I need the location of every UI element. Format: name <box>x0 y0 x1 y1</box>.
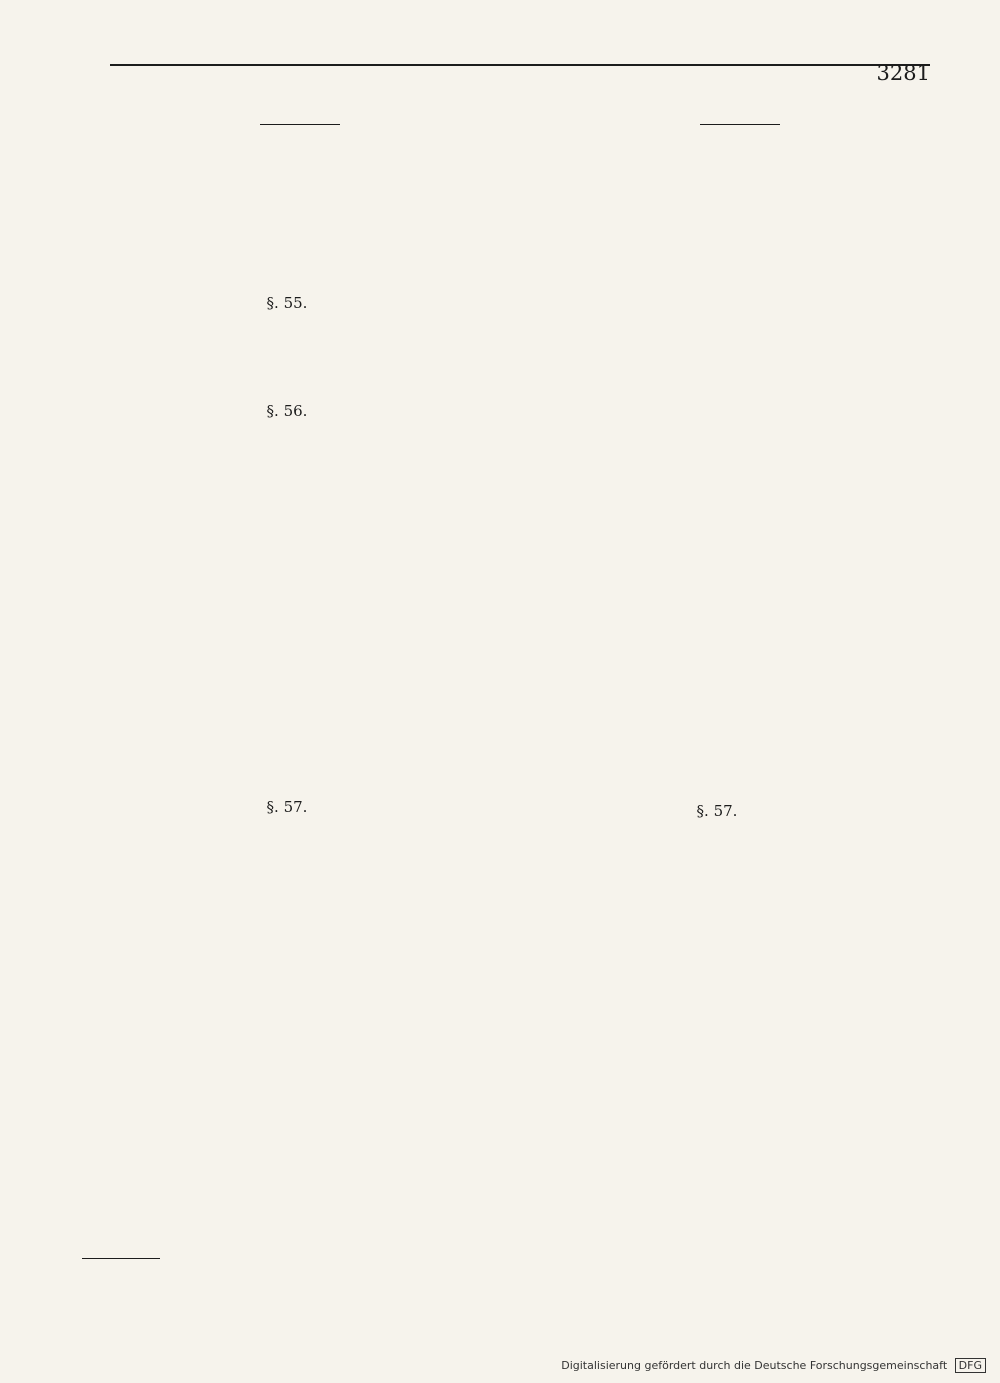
paragraph <box>512 822 922 948</box>
paragraph <box>82 158 492 230</box>
right-column <box>512 772 922 1252</box>
dfg-logo: DFG <box>955 1358 986 1373</box>
paragraph <box>82 534 492 606</box>
subheading <box>512 782 922 796</box>
subheading <box>82 778 492 792</box>
right-column-heading <box>620 118 860 125</box>
paragraph <box>82 818 492 962</box>
left-column-heading <box>180 118 420 125</box>
digitization-credit <box>561 1358 986 1373</box>
paragraph <box>512 1176 922 1248</box>
paragraph <box>82 1060 492 1204</box>
paragraph <box>82 1208 492 1280</box>
paragraph <box>82 234 492 288</box>
running-header <box>110 58 930 85</box>
paragraph <box>82 610 492 646</box>
left-column <box>82 158 492 1284</box>
section-mark: §. 55. <box>266 294 308 312</box>
paragraph <box>82 708 492 762</box>
page-number: 3281 <box>876 61 930 85</box>
section-mark: §. 57. <box>696 802 738 820</box>
credit-text: Digitalisierung gefördert durch die Deutsche Forschungsgemeinschaft <box>561 1359 948 1372</box>
paragraph <box>82 966 492 1056</box>
subheading <box>82 382 492 396</box>
paragraph <box>512 952 922 1024</box>
section-mark: §. 56. <box>266 402 308 420</box>
paragraph <box>82 314 492 368</box>
paragraph <box>512 1028 922 1172</box>
paragraph <box>82 422 492 530</box>
footnote-rule <box>82 1258 160 1259</box>
paragraph <box>82 650 492 704</box>
section-mark: §. 57. <box>266 798 308 816</box>
